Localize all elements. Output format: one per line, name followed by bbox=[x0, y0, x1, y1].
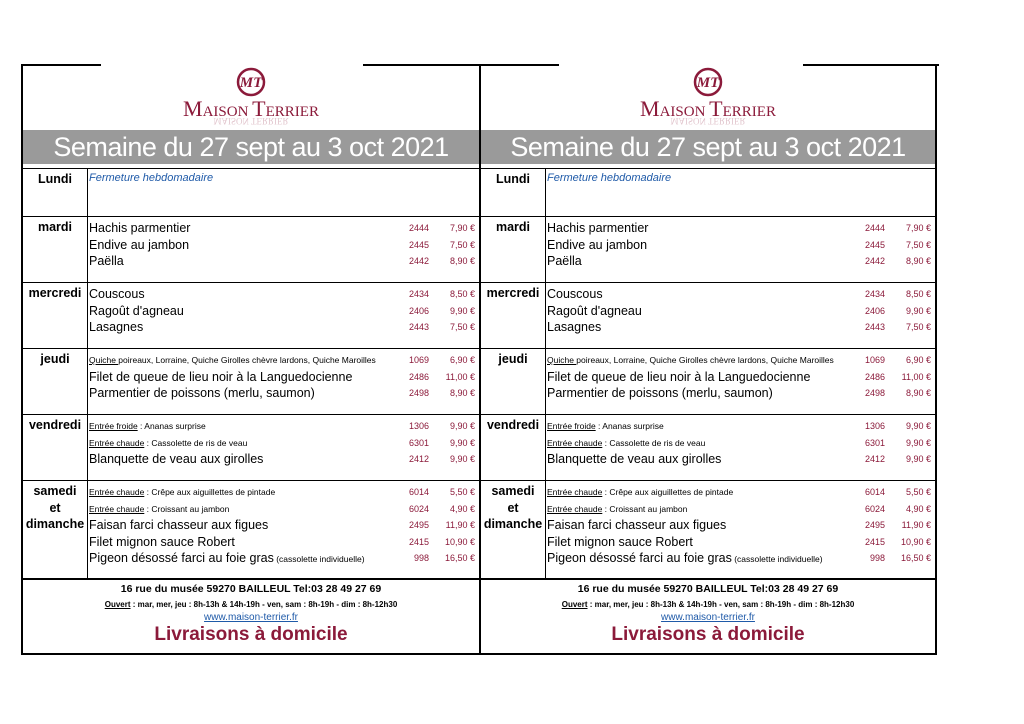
price: 8,90 € bbox=[449, 256, 475, 266]
dish-text: : Cassolette de ris de veau bbox=[602, 437, 706, 448]
menu-item bbox=[547, 550, 935, 566]
website-link[interactable]: www.maison-terrier.fr bbox=[204, 612, 298, 623]
price: 9,90 € bbox=[905, 305, 931, 316]
menu-item bbox=[89, 550, 479, 566]
dish-name bbox=[89, 517, 268, 533]
product-code: 2486 bbox=[408, 371, 429, 382]
dish-name bbox=[89, 352, 376, 368]
website-link[interactable]: www.maison-terrier.fr bbox=[661, 612, 755, 623]
dish-prefix: Entrée chaude bbox=[89, 487, 145, 497]
dish-text: Parmentier de poissons (merlu, saumon) bbox=[89, 386, 315, 400]
menu-item bbox=[547, 319, 935, 335]
product-code: 2415 bbox=[864, 536, 885, 547]
dish-text: Pigeon désossé farci au foie gras bbox=[547, 551, 732, 565]
product-code: 2498 bbox=[864, 388, 885, 398]
day-name-line: dimanche bbox=[483, 517, 543, 531]
dish-text: Blanquette de veau aux girolles bbox=[89, 452, 264, 466]
menu-item bbox=[89, 517, 479, 533]
dish-text: Faisan farci chasseur aux figues bbox=[89, 518, 269, 532]
price: 8,50 € bbox=[449, 289, 475, 299]
menu-item bbox=[89, 237, 479, 253]
menu-item bbox=[89, 369, 479, 385]
price: 8,90 € bbox=[449, 388, 475, 398]
dish-text: Lasagnes bbox=[89, 320, 144, 334]
dish-name bbox=[547, 319, 601, 335]
hours-label: Ouvert bbox=[561, 600, 588, 609]
day-section bbox=[23, 216, 479, 283]
dish-text: Filet de queue de lieu noir à la Languedocienne bbox=[547, 369, 811, 384]
product-code: 2445 bbox=[408, 239, 429, 250]
price: 9,90 € bbox=[449, 421, 475, 431]
product-code: 2444 bbox=[408, 223, 429, 233]
price: 8,90 € bbox=[905, 388, 931, 398]
dish-text: Hachis parmentier bbox=[547, 221, 649, 235]
day-name bbox=[481, 172, 545, 189]
menu-item bbox=[547, 418, 935, 434]
svg-text:MAISON TERRIER: MAISON TERRIER bbox=[670, 116, 746, 126]
dish-name bbox=[89, 220, 190, 236]
price: 11,00 € bbox=[901, 371, 931, 382]
dish-text: poireaux, Lorraine, Quiche Girolles chèvre lardons, Quiche Maroilles bbox=[118, 355, 376, 365]
product-code: 2412 bbox=[408, 454, 429, 464]
dish-text: : Crêpe aux aiguillettes de pintade bbox=[144, 487, 276, 497]
dish-text: : Cassolette de ris de veau bbox=[144, 437, 248, 448]
column-divider bbox=[87, 481, 88, 579]
column-divider bbox=[545, 283, 546, 349]
menu-item bbox=[547, 501, 935, 517]
dish-text: Blanquette de veau aux girolles bbox=[547, 452, 722, 466]
dish-prefix: Quiche bbox=[89, 355, 119, 365]
menu-item bbox=[547, 517, 935, 533]
day-name-line: vendredi bbox=[486, 418, 540, 432]
dish-prefix: Entrée froide bbox=[547, 421, 596, 431]
maison-terrier-logo bbox=[481, 66, 935, 128]
dish-name bbox=[547, 220, 648, 236]
maison-terrier-logo bbox=[23, 66, 479, 128]
dish-prefix: Quiche bbox=[547, 355, 577, 365]
dish-name bbox=[547, 484, 733, 500]
price: 7,90 € bbox=[449, 223, 475, 233]
dish-name bbox=[89, 385, 315, 401]
dish-text: Faisan farci chasseur aux figues bbox=[547, 518, 727, 532]
svg-text:MAISON TERRIER: MAISON TERRIER bbox=[183, 96, 319, 121]
product-code: 2415 bbox=[408, 536, 429, 547]
price: 16,50 € bbox=[900, 553, 931, 563]
address: 16 rue du musée 59270 BAILLEUL Tel:03 28 49 27 69 bbox=[577, 583, 839, 595]
price: 6,90 € bbox=[905, 355, 931, 365]
delivery-banner: Livraisons à domicile bbox=[611, 624, 805, 645]
price: 7,50 € bbox=[449, 322, 475, 332]
svg-text:MAISON TERRIER: MAISON TERRIER bbox=[640, 96, 776, 121]
menu-item bbox=[547, 220, 935, 236]
price: 4,90 € bbox=[449, 503, 475, 514]
dish-text: Ragoût d'agneau bbox=[547, 303, 642, 318]
dish-text: Pigeon désossé farci au foie gras bbox=[89, 551, 274, 565]
product-code: 2434 bbox=[408, 289, 429, 299]
day-name bbox=[23, 352, 87, 369]
menu-item bbox=[547, 369, 935, 385]
menu-item bbox=[89, 385, 479, 401]
menu-item bbox=[89, 435, 479, 451]
dish-text: : Ananas surprise bbox=[595, 421, 664, 431]
product-code: 2495 bbox=[864, 520, 885, 530]
product-code: 2498 bbox=[408, 388, 429, 398]
dish-name bbox=[547, 517, 726, 533]
menu-item bbox=[547, 253, 935, 269]
day-name bbox=[481, 484, 545, 534]
day-section bbox=[481, 414, 935, 481]
price: 9,90 € bbox=[905, 421, 931, 431]
price: 9,90 € bbox=[449, 454, 475, 464]
product-code: 6014 bbox=[408, 487, 429, 497]
opening-hours bbox=[481, 600, 935, 609]
product-code: 2443 bbox=[864, 322, 885, 332]
dish-name bbox=[547, 253, 582, 269]
dish-text: Filet de queue de lieu noir à la Languedocienne bbox=[89, 369, 353, 384]
svg-text:MAISON TERRIER: MAISON TERRIER bbox=[213, 116, 289, 126]
menu-item bbox=[89, 484, 479, 500]
dish-prefix: Entrée chaude bbox=[547, 437, 603, 448]
dish-text: Ragoût d'agneau bbox=[89, 303, 184, 318]
dish-name bbox=[547, 418, 664, 434]
dish-text: Paëlla bbox=[547, 254, 582, 268]
day-section bbox=[23, 480, 479, 579]
menu-item bbox=[89, 451, 479, 467]
menu-item bbox=[547, 451, 935, 467]
day-name-line: jeudi bbox=[498, 352, 528, 366]
menu-item bbox=[547, 286, 935, 302]
product-code: 2495 bbox=[408, 520, 429, 530]
day-name-line: mercredi bbox=[28, 286, 82, 300]
day-name-line: Lundi bbox=[495, 172, 530, 186]
dish-name bbox=[89, 501, 229, 517]
dish-name bbox=[547, 534, 693, 550]
dish-name bbox=[547, 286, 603, 302]
dish-name bbox=[89, 550, 365, 567]
week-banner: Semaine du 27 sept au 3 oct 2021 bbox=[23, 130, 479, 164]
address: 16 rue du musée 59270 BAILLEUL Tel:03 28 49 27 69 bbox=[120, 583, 382, 595]
dish-name bbox=[547, 451, 721, 467]
day-section bbox=[23, 168, 479, 217]
price: 11,90 € bbox=[445, 520, 475, 530]
price: 8,50 € bbox=[905, 289, 931, 299]
price: 9,90 € bbox=[449, 305, 475, 316]
column-divider bbox=[87, 283, 88, 349]
dish-text: poireaux, Lorraine, Quiche Girolles chèvre lardons, Quiche Maroilles bbox=[576, 355, 834, 365]
price: 7,50 € bbox=[905, 322, 931, 332]
price: 7,50 € bbox=[905, 239, 931, 250]
day-name-line: samedi bbox=[491, 484, 535, 498]
product-code: 6014 bbox=[864, 487, 885, 497]
dish-name bbox=[89, 253, 124, 269]
day-name-line: jeudi bbox=[40, 352, 70, 366]
product-code: 6301 bbox=[864, 437, 885, 448]
price: 9,90 € bbox=[449, 437, 475, 448]
day-section bbox=[23, 414, 479, 481]
dish-prefix: Entrée chaude bbox=[89, 437, 145, 448]
day-section bbox=[481, 216, 935, 283]
column-divider bbox=[87, 217, 88, 283]
price: 7,50 € bbox=[449, 239, 475, 250]
column-divider bbox=[87, 349, 88, 415]
day-section bbox=[481, 282, 935, 349]
day-section bbox=[23, 282, 479, 349]
dish-name bbox=[89, 435, 247, 451]
dish-name bbox=[89, 286, 145, 302]
dish-prefix: Entrée chaude bbox=[547, 487, 603, 497]
menu-sheet-right bbox=[479, 66, 937, 655]
day-name-line: vendredi bbox=[28, 418, 82, 432]
day-section bbox=[481, 348, 935, 415]
dish-name bbox=[89, 534, 235, 550]
svg-text:MT: MT bbox=[239, 75, 263, 91]
menu-item bbox=[547, 435, 935, 451]
menu-item bbox=[89, 319, 479, 335]
price: 9,90 € bbox=[905, 454, 931, 464]
dish-name bbox=[547, 501, 687, 517]
price: 4,90 € bbox=[905, 503, 931, 514]
dish-prefix: Entrée chaude bbox=[89, 503, 145, 514]
price: 7,90 € bbox=[905, 223, 931, 233]
product-code: 2486 bbox=[864, 371, 885, 382]
dish-name bbox=[547, 352, 834, 368]
menu-item bbox=[547, 484, 935, 500]
opening-hours bbox=[23, 600, 479, 609]
menu-item bbox=[547, 385, 935, 401]
svg-text:MT: MT bbox=[696, 75, 720, 91]
product-code: 6024 bbox=[408, 503, 429, 514]
column-divider bbox=[545, 169, 546, 217]
dish-text: : Ananas surprise bbox=[137, 421, 206, 431]
dish-text: Filet mignon sauce Robert bbox=[89, 534, 235, 549]
product-code: 1306 bbox=[408, 421, 429, 431]
dish-text: : Croissant au jambon bbox=[602, 503, 688, 514]
dish-text: : Crêpe aux aiguillettes de pintade bbox=[602, 487, 734, 497]
day-name bbox=[23, 286, 87, 303]
day-name-line: Lundi bbox=[37, 172, 72, 186]
dish-name bbox=[547, 550, 823, 567]
column-divider bbox=[87, 169, 88, 217]
menu-item bbox=[89, 303, 479, 319]
closed-notice: Fermeture hebdomadaire bbox=[547, 172, 672, 184]
price: 6,90 € bbox=[449, 355, 475, 365]
menu-sheet-left bbox=[21, 66, 479, 655]
day-name bbox=[23, 418, 87, 435]
dish-name bbox=[89, 237, 189, 253]
dish-name bbox=[547, 385, 773, 401]
day-name bbox=[481, 418, 545, 435]
menu-item bbox=[89, 418, 479, 434]
day-name-line: et bbox=[507, 500, 519, 515]
product-code: 998 bbox=[869, 553, 885, 563]
dish-text: Couscous bbox=[89, 287, 145, 301]
hours-text: : mar, mer, jeu : 8h-13h & 14h-19h - ven, sam : 8h-19h - dim : 8h-12h30 bbox=[130, 600, 398, 609]
column-divider bbox=[545, 481, 546, 579]
product-code: 2443 bbox=[408, 322, 429, 332]
dish-name bbox=[547, 369, 810, 385]
menu-item bbox=[89, 220, 479, 236]
product-code: 6301 bbox=[408, 437, 429, 448]
menu-item bbox=[89, 501, 479, 517]
menu-item bbox=[89, 352, 479, 368]
dish-name bbox=[89, 369, 352, 385]
day-name-line: mardi bbox=[495, 220, 531, 234]
price: 11,90 € bbox=[901, 520, 931, 530]
product-code: 2406 bbox=[864, 305, 885, 316]
price: 11,00 € bbox=[445, 371, 475, 382]
delivery-banner: Livraisons à domicile bbox=[154, 624, 348, 645]
dish-name bbox=[89, 418, 206, 434]
closed-notice: Fermeture hebdomadaire bbox=[89, 172, 214, 184]
dish-text: Couscous bbox=[547, 287, 603, 301]
dish-text: Filet mignon sauce Robert bbox=[547, 534, 693, 549]
dish-name bbox=[547, 303, 642, 319]
day-name-line: mardi bbox=[37, 220, 73, 234]
dish-suffix: (cassolette individuelle) bbox=[731, 554, 823, 564]
product-code: 2434 bbox=[864, 289, 885, 299]
menu-item bbox=[89, 253, 479, 269]
menu-item bbox=[89, 534, 479, 550]
hours-text: : mar, mer, jeu : 8h-13h & 14h-19h - ven, sam : 8h-19h - dim : 8h-12h30 bbox=[587, 600, 855, 609]
menu-item bbox=[547, 534, 935, 550]
footer bbox=[23, 578, 479, 653]
dish-text: : Croissant au jambon bbox=[144, 503, 230, 514]
dish-text: Parmentier de poissons (merlu, saumon) bbox=[547, 386, 773, 400]
dish-prefix: Entrée froide bbox=[89, 421, 138, 431]
column-divider bbox=[545, 217, 546, 283]
day-section bbox=[23, 348, 479, 415]
menu-item bbox=[547, 352, 935, 368]
dish-name bbox=[547, 237, 647, 253]
dish-name bbox=[89, 451, 263, 467]
column-divider bbox=[545, 415, 546, 481]
dish-text: Lasagnes bbox=[547, 320, 602, 334]
price: 10,90 € bbox=[444, 536, 475, 547]
dish-name bbox=[89, 303, 184, 319]
product-code: 1306 bbox=[864, 421, 885, 431]
day-name bbox=[23, 484, 87, 534]
product-code: 2444 bbox=[864, 223, 885, 233]
dish-name bbox=[89, 484, 275, 500]
dish-name bbox=[547, 435, 705, 451]
dish-text: Endive au jambon bbox=[547, 237, 648, 252]
product-code: 1069 bbox=[864, 355, 885, 365]
product-code: 2442 bbox=[864, 256, 885, 266]
product-code: 2412 bbox=[864, 454, 885, 464]
day-name bbox=[23, 220, 87, 237]
dish-name bbox=[89, 319, 143, 335]
product-code: 2445 bbox=[864, 239, 885, 250]
day-name-line: samedi bbox=[33, 484, 77, 498]
price: 16,50 € bbox=[444, 553, 475, 563]
day-name bbox=[481, 352, 545, 369]
day-name bbox=[481, 220, 545, 237]
price: 5,50 € bbox=[449, 487, 475, 497]
menu-item bbox=[547, 303, 935, 319]
price: 10,90 € bbox=[900, 536, 931, 547]
dish-suffix: (cassolette individuelle) bbox=[273, 554, 365, 564]
week-banner: Semaine du 27 sept au 3 oct 2021 bbox=[481, 130, 935, 164]
product-code: 6024 bbox=[864, 503, 885, 514]
dish-prefix: Entrée chaude bbox=[547, 503, 603, 514]
day-name bbox=[481, 286, 545, 303]
day-section bbox=[481, 480, 935, 579]
price: 8,90 € bbox=[905, 256, 931, 266]
product-code: 2406 bbox=[408, 305, 429, 316]
dish-text: Endive au jambon bbox=[89, 237, 190, 252]
day-name-line: mercredi bbox=[486, 286, 540, 300]
product-code: 2442 bbox=[408, 256, 429, 266]
price: 5,50 € bbox=[905, 487, 931, 497]
dish-text: Hachis parmentier bbox=[89, 221, 191, 235]
day-name-line: et bbox=[49, 500, 61, 515]
hours-label: Ouvert bbox=[104, 600, 131, 609]
menu-item bbox=[89, 286, 479, 302]
product-code: 998 bbox=[413, 553, 429, 563]
day-section bbox=[481, 168, 935, 217]
column-divider bbox=[545, 349, 546, 415]
column-divider bbox=[87, 415, 88, 481]
day-name bbox=[23, 172, 87, 189]
day-name-line: dimanche bbox=[25, 517, 85, 531]
dish-text: Paëlla bbox=[89, 254, 124, 268]
price: 9,90 € bbox=[905, 437, 931, 448]
footer bbox=[481, 578, 935, 653]
product-code: 1069 bbox=[408, 355, 429, 365]
menu-item bbox=[547, 237, 935, 253]
